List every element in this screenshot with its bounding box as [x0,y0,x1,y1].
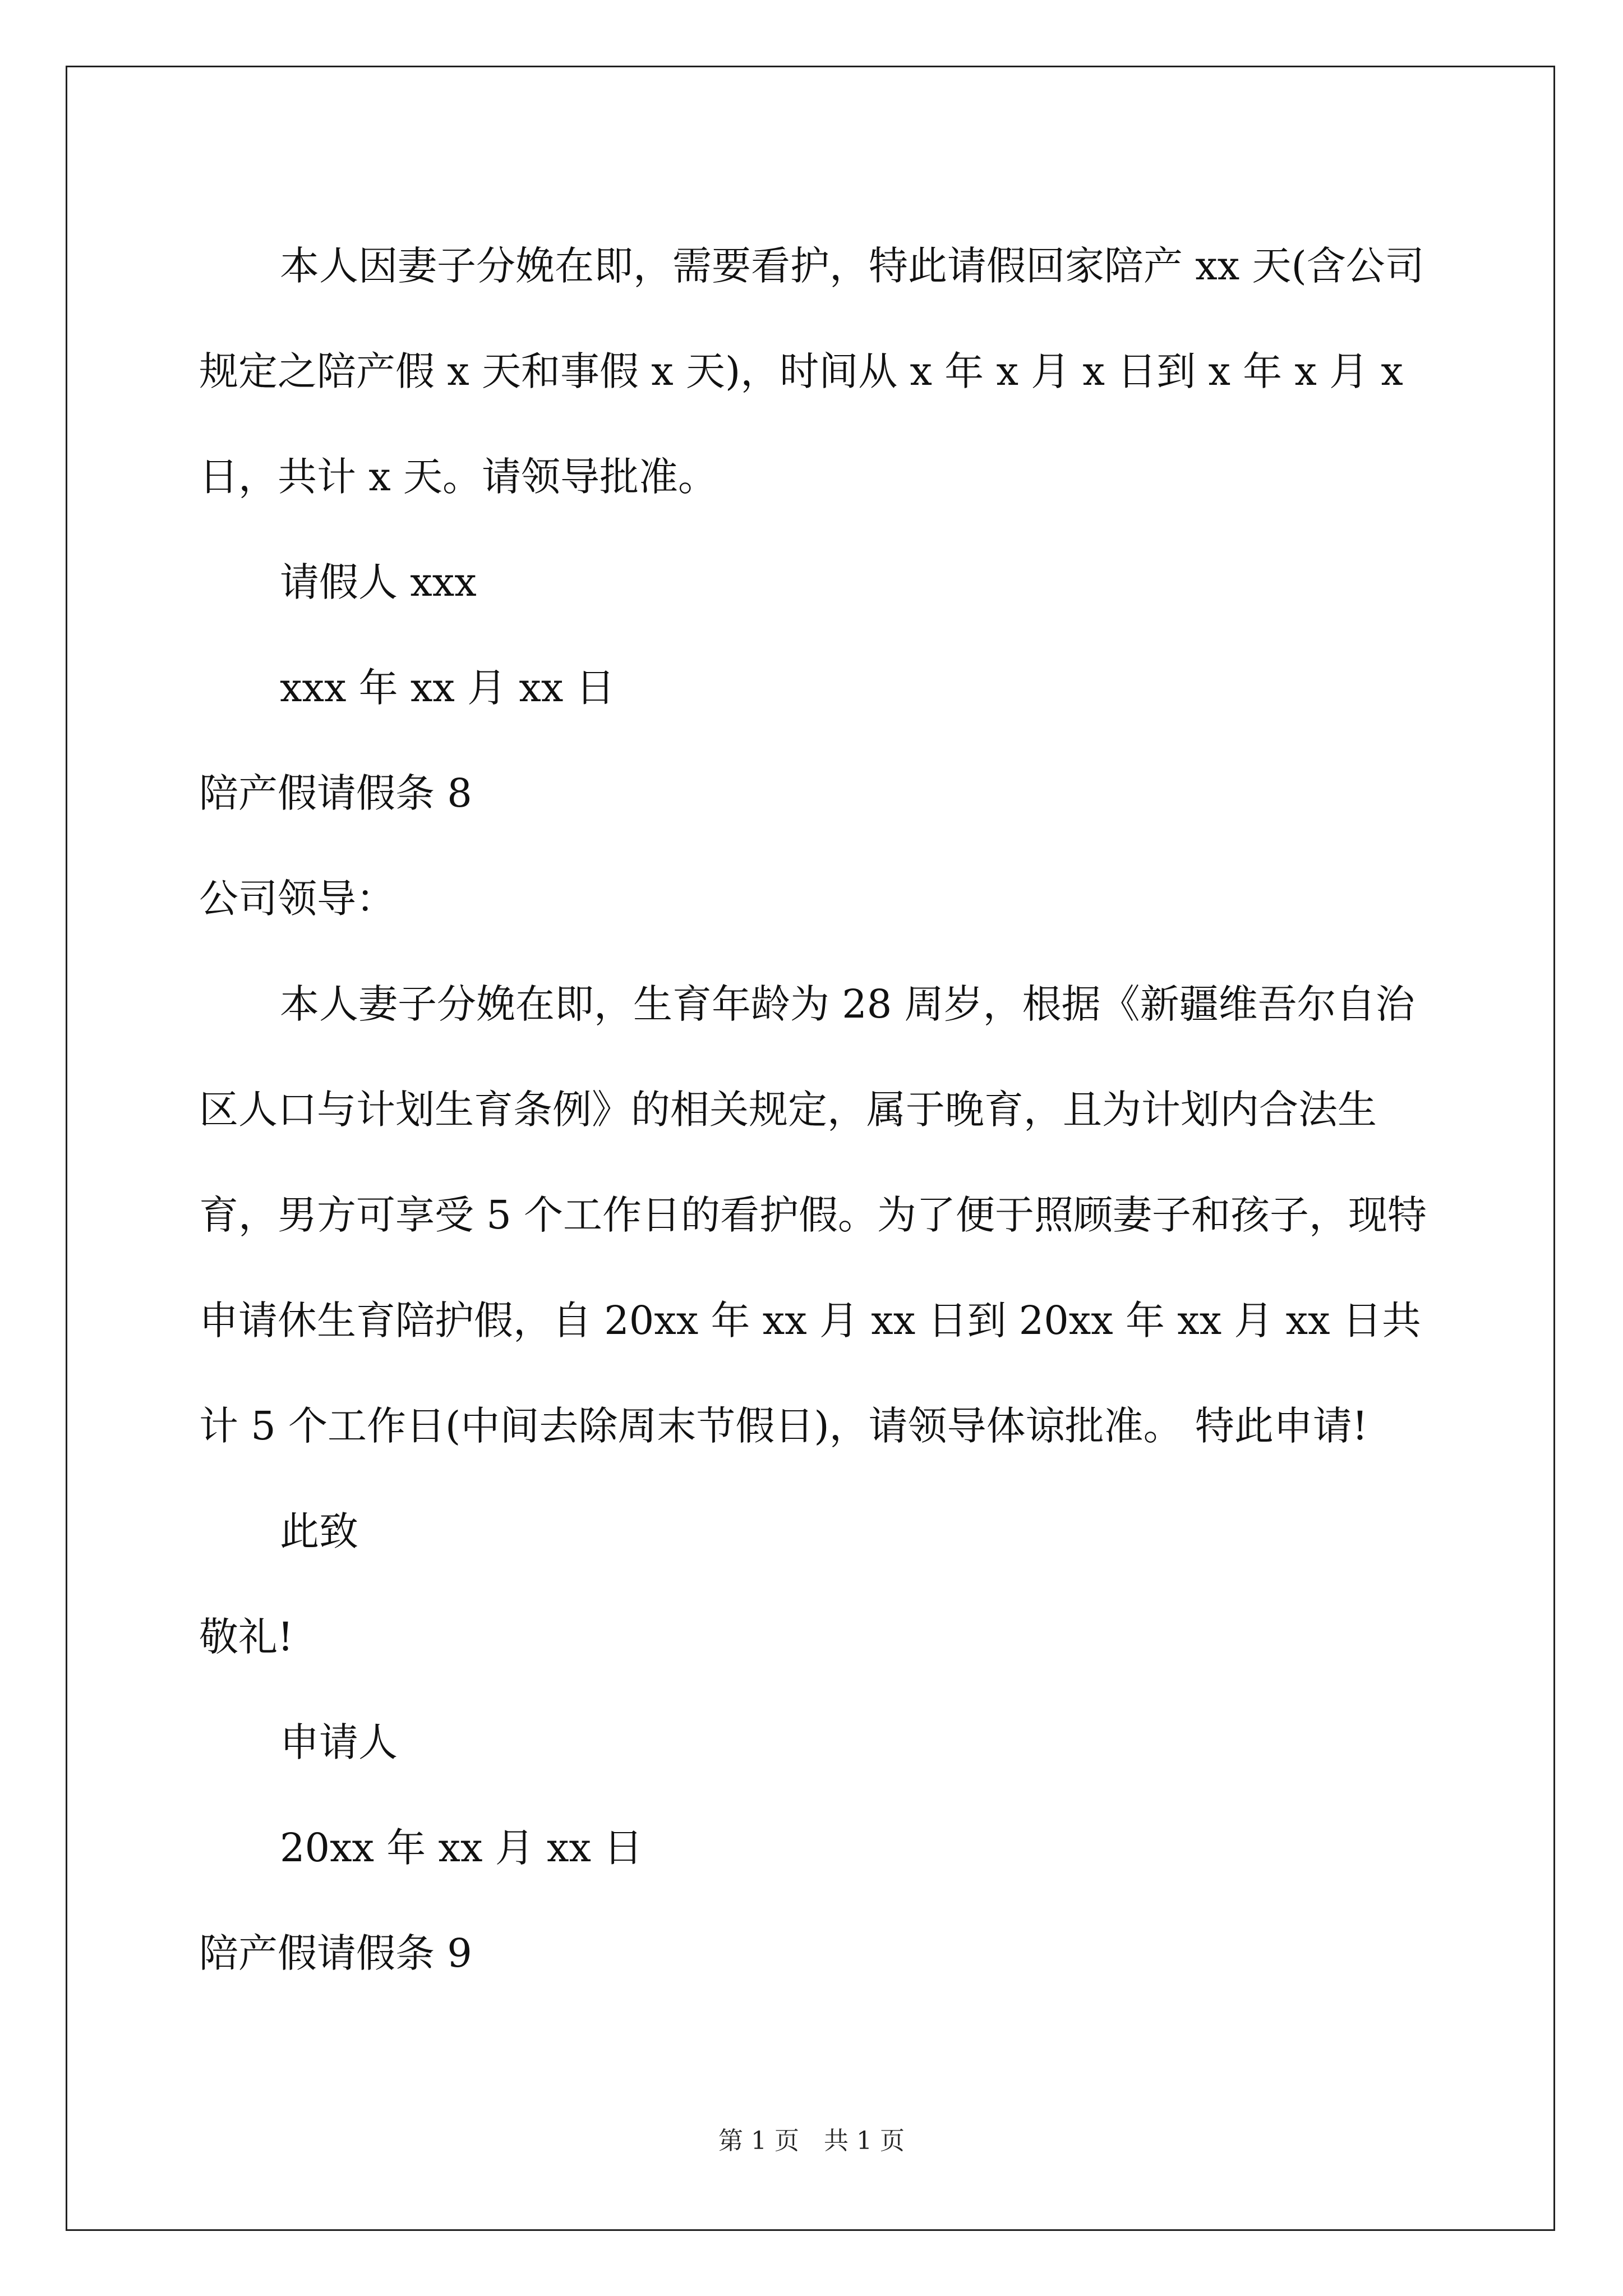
paragraph-closing-1: 此致 [280,1508,358,1554]
document-body [199,213,1433,2006]
paragraph-leave-request: 本人因妻子分娩在即，需要看护，特此请假回家陪产 xx 天(含公司规定之陪产假 x 天和事假 x 天)，时间从 x 年 x 月 x 日到 x 年 x 月 x 日，共计 x 天。请领导批准。 [199,243,1424,500]
paragraph-applicant-date: 20xx 年 xx 月 xx 日 [280,1825,643,1871]
page-footer: 第 1 页 共 1 页 [718,2127,905,2155]
section-heading-8: 陪产假请假条 8 [199,770,472,816]
paragraph-signature-date: xxx 年 xx 月 xx 日 [280,665,615,711]
paragraph-signature-name: 请假人 xxx [280,559,477,605]
paragraph-applicant: 申请人 [280,1719,398,1765]
paragraph-application-body: 本人妻子分娩在即，生育年龄为 28 周岁，根据《新疆维吾尔自治区人口与计划生育条例》的相关规定，属于晚育，且为计划内合法生育，男方可享受 5 个工作日的看护假。为了便于照顾妻子和孩子，现特申请休生育陪护假，自 20xx 年 xx 月 xx 日到 20xx 年 xx 月 xx 日共计 5 个工作日(中间去除周末节假日)，请领导体谅批准。 特此申请! [199,981,1427,1449]
section-heading-9: 陪产假请假条 9 [199,1930,472,1976]
paragraph-salutation: 公司领导： [199,876,395,922]
paragraph-closing-2: 敬礼! [199,1614,294,1660]
